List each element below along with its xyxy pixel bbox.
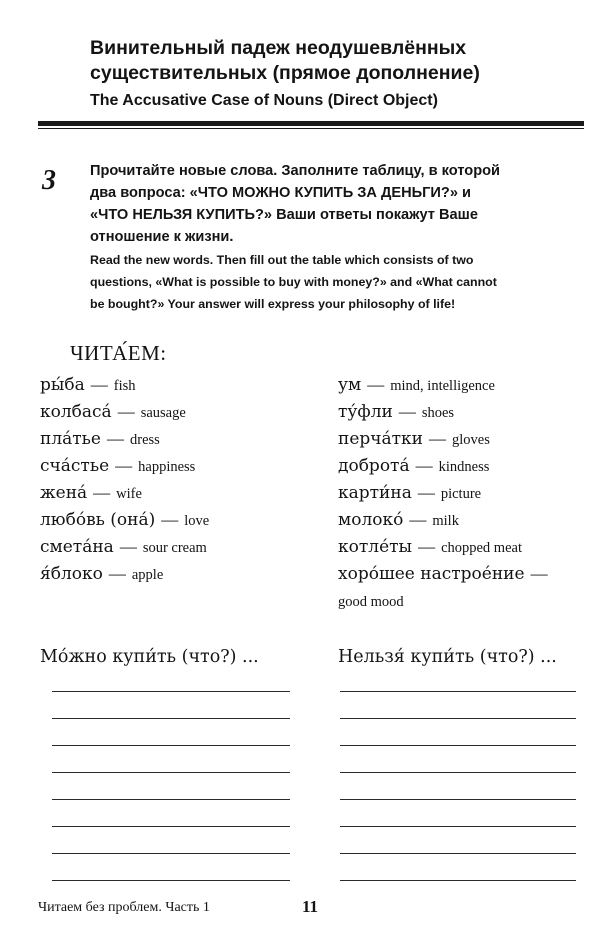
dash: — [429,429,447,448]
dash: — [409,510,427,529]
dash: — [117,402,135,421]
instruction-en-line-3: be bought?» Your answer will express your philosophy of life! [90,297,456,311]
can-buy-heading: Мо́жно купи́ть (что?) ... [40,647,259,667]
dash: — [108,564,126,583]
dash: — [119,537,137,556]
word-english: apple [131,567,164,583]
word-russian: хоро́шее настрое́ние [338,564,525,584]
word-english: mind, intelligence [390,378,495,394]
answer-line[interactable] [52,799,290,800]
dash: — [115,456,133,475]
header-rule-thin [38,128,584,129]
answer-line[interactable] [340,826,576,827]
vocab-item [338,426,490,453]
instruction-ru-line-4: отношение к жизни. [90,229,234,245]
vocab-item [40,399,186,426]
dash: — [107,429,124,448]
vocab-item [338,561,554,588]
answer-line[interactable] [52,745,290,746]
word-english: good mood [338,594,404,610]
exercise-number: 3 [42,165,56,196]
vocab-item [338,372,495,399]
word-english: fish [113,378,136,394]
word-english: sour cream [142,540,207,556]
word-english: love [184,513,210,529]
instruction-en-line-2: questions, «What is possible to buy with money?» and «What cannot [90,275,497,289]
word-russian: карти́на [338,483,412,503]
word-english: kindness [438,459,490,475]
vocab-item [40,561,163,588]
answer-line[interactable] [52,880,290,881]
word-russian: ту́фли [338,402,393,422]
word-russian: ум [338,375,362,395]
instruction-ru-line-2: два вопроса: «ЧТО МОЖНО КУПИТЬ ЗА ДЕНЬГИ?» и [90,185,471,201]
word-russian: молоко́ [338,510,404,530]
answer-line[interactable] [340,799,576,800]
answer-line[interactable] [52,772,290,773]
word-english: sausage [140,405,186,421]
vocab-item [40,534,207,561]
title-russian-line-2: существительных (прямое дополнение) [90,62,480,84]
word-russian: сча́стье [40,456,110,476]
word-english: happiness [138,459,196,475]
vocab-item [338,534,522,561]
word-russian: я́блоко [40,564,103,584]
word-english: picture [440,486,482,502]
word-english: chopped meat [441,540,522,556]
word-english: shoes [421,405,455,421]
dash: — [530,564,548,583]
dash: — [398,402,416,421]
vocab-item [40,480,142,507]
page-number: 11 [302,897,319,916]
book-title: Читаем без проблем. Часть 1 [38,900,210,915]
answer-line[interactable] [340,853,576,854]
word-russian: колбаса́ [40,402,112,422]
answer-line[interactable] [340,772,576,773]
dash: — [415,456,433,475]
vocab-item [40,372,136,399]
answer-line[interactable] [340,745,576,746]
cannot-buy-heading: Нельзя́ купи́ть (что?) ... [338,647,557,667]
word-english: wife [116,486,142,502]
vocab-item [40,453,195,480]
instruction-ru-line-1: Прочитайте новые слова. Заполните таблицу, в которой [90,163,501,179]
word-russian: пла́тье [40,429,101,449]
vocab-item [40,507,209,534]
dash: — [93,483,111,502]
dash: — [417,483,435,502]
word-russian: котле́ты [338,537,413,557]
word-russian: доброта́ [338,456,410,476]
vocab-item [338,507,459,534]
answer-line[interactable] [340,691,576,692]
dash: — [161,510,179,529]
title-russian-line-1: Винительный падеж неодушевлённых [90,37,467,59]
answer-line[interactable] [52,853,290,854]
instruction-ru-line-3: «ЧТО НЕЛЬЗЯ КУПИТЬ?» Ваши ответы покажут Ваше [90,207,478,223]
word-english: gloves [452,432,490,448]
vocab-item [338,399,454,426]
word-russian: любо́вь (она́) [40,510,156,530]
dash: — [90,375,108,394]
answer-line[interactable] [340,880,576,881]
header-rule-thick [38,121,584,126]
word-russian: перча́тки [338,429,424,449]
title-english: The Accusative Case of Nouns (Direct Object) [90,92,438,109]
dash: — [418,537,436,556]
vocab-item [338,453,489,480]
dash: — [367,375,385,394]
answer-line[interactable] [52,826,290,827]
vocab-heading: ЧИТА́ЕМ: [70,341,167,365]
word-russian: смета́на [40,537,114,557]
word-english: dress [130,432,160,448]
word-russian: жена́ [40,483,88,503]
instruction-en-line-1: Read the new words. Then fill out the table which consists of two [90,253,474,267]
answer-line[interactable] [52,691,290,692]
vocab-item [338,480,481,507]
word-russian: ры́ба [40,375,85,395]
vocab-item [40,426,160,453]
word-english: milk [432,513,459,529]
answer-line[interactable] [340,718,576,719]
answer-line[interactable] [52,718,290,719]
